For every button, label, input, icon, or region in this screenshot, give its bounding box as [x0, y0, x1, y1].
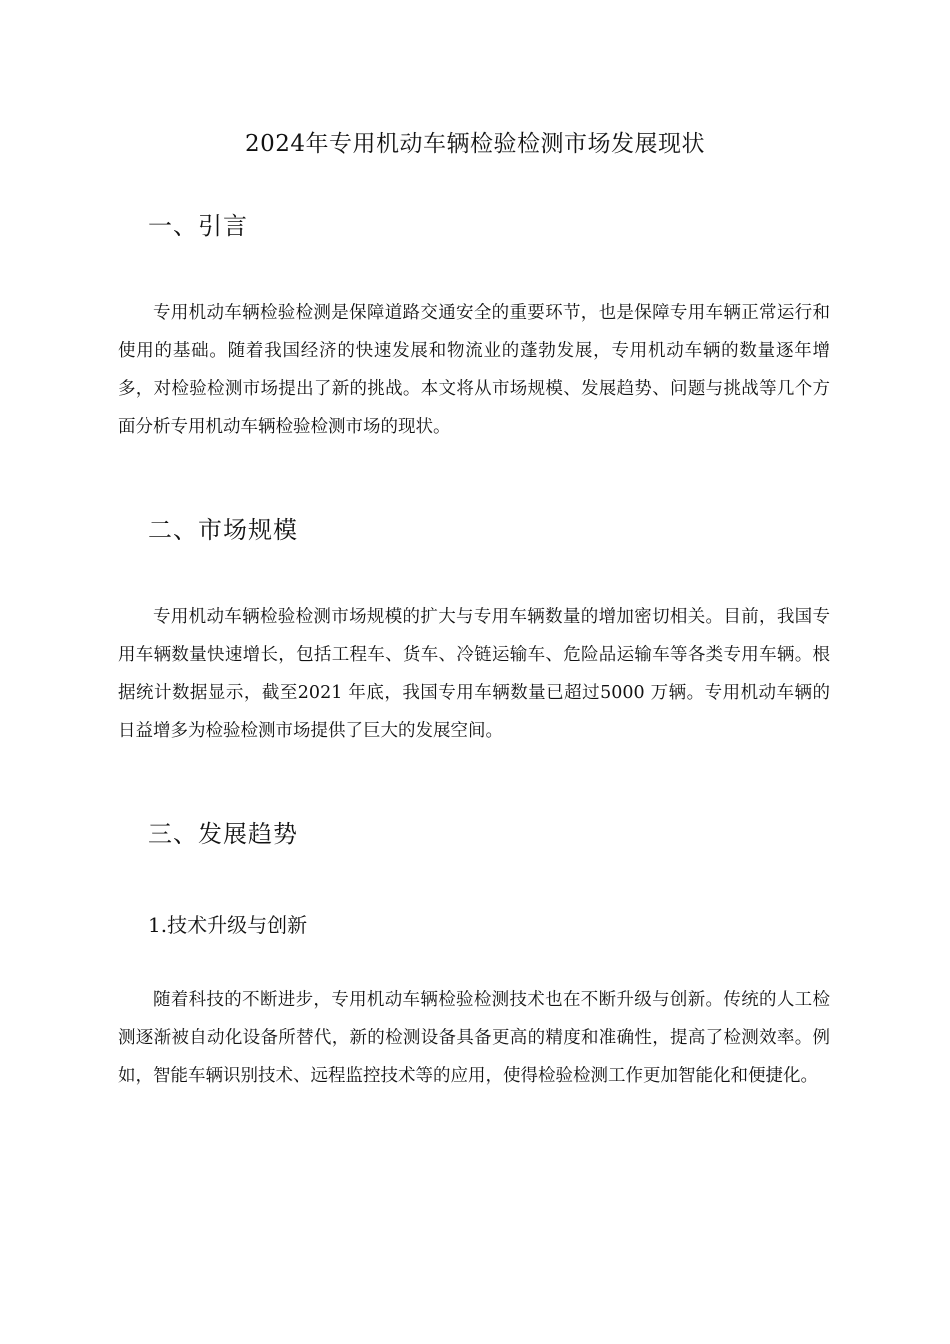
- document-title: 2024年专用机动车辆检验检测市场发展现状: [244, 131, 706, 157]
- subsection-heading-tech-upgrade: 1.技术升级与创新: [148, 913, 308, 937]
- section-paragraph-introduction: 专用机动车辆检验检测是保障道路交通安全的重要环节，也是保障专用车辆正常运行和使用的基础。随着我国经济的快速发展和物流业的蓬勃发展，专用机动车辆的数量逐年增多，对检验检测市场提出了新的挑战。本文将从市场规模、发展趋势、问题与挑战等几个方面分析专用机动车辆检验检测市场的现状。: [118, 303, 830, 437]
- section-heading-market-size: 二、市场规模: [148, 516, 298, 544]
- section-heading-trends: 三、发展趋势: [148, 820, 298, 848]
- section-heading-introduction: 一、引言: [148, 212, 248, 240]
- section-paragraph-market-size: 专用机动车辆检验检测市场规模的扩大与专用车辆数量的增加密切相关。目前，我国专用车辆数量快速增长，包括工程车、货车、冷链运输车、危险品运输车等各类专用车辆。根据统计数据显示，截至2021 年底，我国专用车辆数量已超过5000 万辆。专用机动车辆的日益增多为检验检测市场提供了巨大的发展空间。: [118, 607, 830, 741]
- subsection-paragraph-tech-upgrade: 随着科技的不断进步，专用机动车辆检验检测技术也在不断升级与创新。传统的人工检测逐渐被自动化设备所替代，新的检测设备具备更高的精度和准确性，提高了检测效率。例如，智能车辆识别技术、远程监控技术等的应用，使得检验检测工作更加智能化和便捷化。: [118, 990, 830, 1086]
